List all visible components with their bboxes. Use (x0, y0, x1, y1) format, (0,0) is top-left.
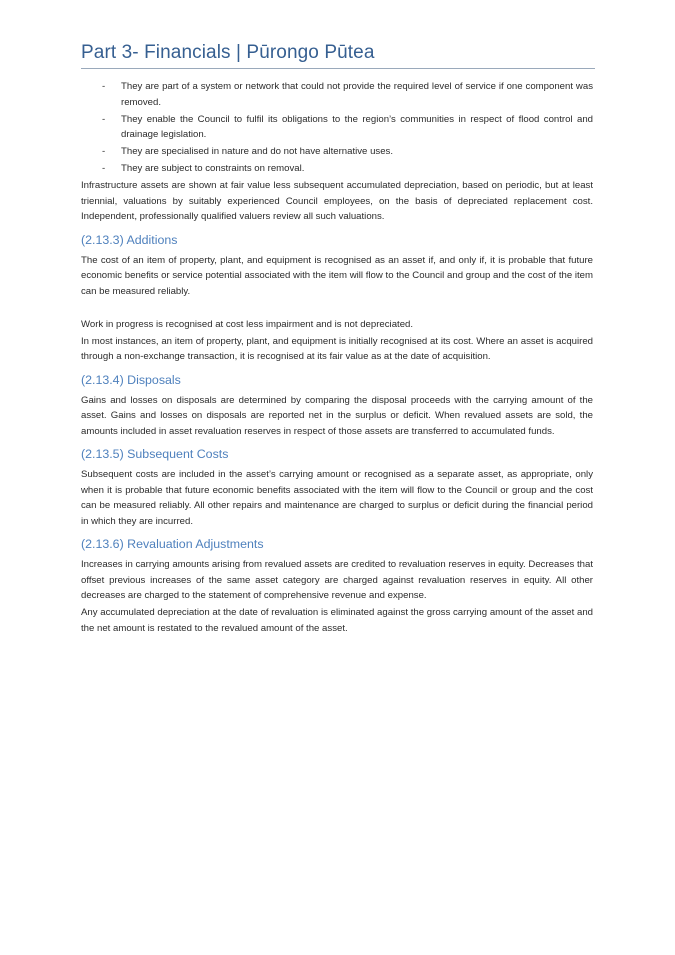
dash-bullet: - (102, 81, 106, 92)
list-item (81, 161, 593, 177)
section-heading-subsequent-costs: (2.13.5) Subsequent Costs (81, 447, 229, 461)
list-item-text: They are specialised in nature and do not have alternative uses. (121, 146, 393, 157)
section-heading-revaluation: (2.13.6) Revaluation Adjustments (81, 537, 264, 551)
revaluation-paragraph-1: Increases in carrying amounts arising from revalued assets are credited to revaluation reserves in equity. Decreases that offset previous increases of the same asset category are charged against revaluation reserves in equity. All other decreases are charged to the statement of comprehensive revenue and expense. (81, 559, 593, 601)
revaluation-paragraph-2: Any accumulated depreciation at the date of revaluation is eliminated against the gross carrying amount of the asset and the net amount is restated to the revalued amount of the asset. (81, 607, 593, 634)
list-item-text: They are part of a system or network that could not provide the required level of service if one component was removed. (121, 81, 593, 108)
asset-criteria-list (81, 79, 593, 177)
dash-bullet: - (102, 163, 106, 174)
list-item-text: They enable the Council to fulfil its obligations to the region’s communities in respect of flood control and drainage legislation. (121, 113, 593, 140)
blank-line (81, 301, 593, 317)
list-item (81, 144, 593, 160)
section-heading-additions: (2.13.3) Additions (81, 232, 178, 247)
additions-paragraph-2: Work in progress is recognised at cost less impairment and is not depreciated. (81, 318, 414, 330)
subsequent-costs-paragraph: Subsequent costs are included in the asset’s carrying amount or recognised as a separate asset, as appropriate, only when it is probable that future economic benefits associated with the item will flow to the Council or group and the cost can be measured reliably. All other repairs and maintenance are charged to surplus or deficit during the financial period in which they are incurred. (81, 469, 593, 527)
document-body (81, 79, 593, 638)
list-item (81, 112, 593, 143)
additions-paragraph-1: The cost of an item of property, plant, and equipment is recognised as an asset if, and only if, it is probable that future economic benefits or service potential associated with the item will flow to the Council and group and the cost of the item can be measured reliably. (81, 254, 593, 297)
infrastructure-paragraph: Infrastructure assets are shown at fair value less subsequent accumulated depreciation, based on periodic, but at least triennial, valuations by suitably experienced Council employees, on the basis of depreciated replacement cost. Independent, professionally qualified valuers review all such valuations. (81, 180, 593, 222)
page-header (81, 42, 595, 69)
additions-paragraph-3: In most instances, an item of property, plant, and equipment is initially recognised at its cost. Where an asset is acquired through a non-exchange transaction, it is recognised at its fair value as at the date of acquisition. (81, 335, 593, 362)
list-item (81, 79, 593, 110)
section-heading-disposals: (2.13.4) Disposals (81, 372, 181, 387)
page-title: Part 3- Financials | Pūrongo Pūtea (81, 42, 375, 63)
dash-bullet: - (102, 113, 106, 125)
disposals-paragraph: Gains and losses on disposals are determined by comparing the disposal proceeds with the carrying amount of the asset. Gains and losses on disposals are reported net in the surplus or deficit. When revalued assets are sold, the amounts included in asset revaluation reserves in respect of those assets are transferred to accumulated funds. (81, 394, 593, 437)
dash-bullet: - (102, 146, 106, 157)
list-item-text: They are subject to constraints on removal. (121, 163, 305, 174)
